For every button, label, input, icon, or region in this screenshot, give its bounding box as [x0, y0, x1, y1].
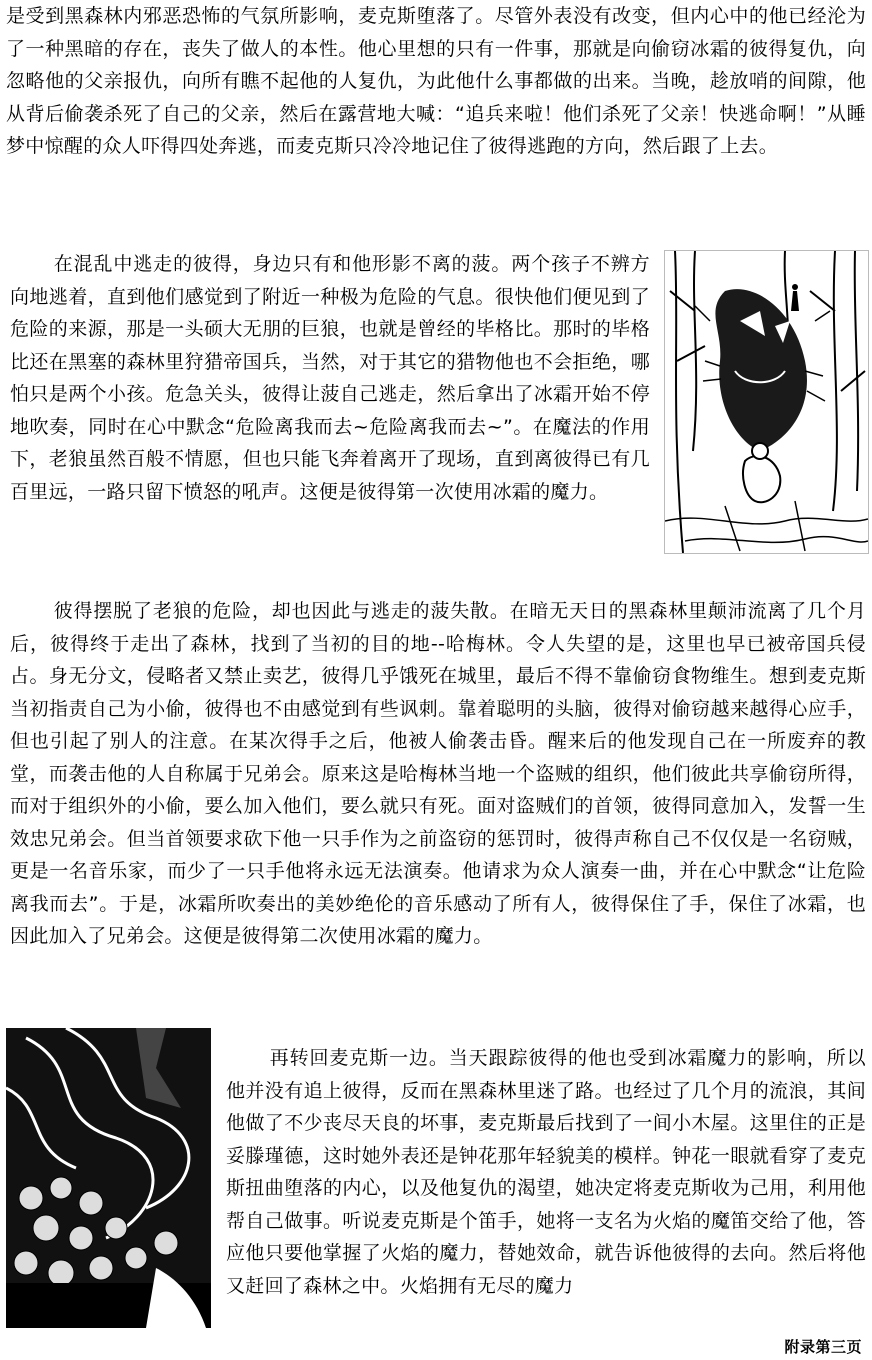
paragraph-3: 彼得摆脱了老狼的危险，却也因此与逃走的菠失散。在暗无天日的黑森林里颠沛流离了几个月后，彼得终于走出了森林，找到了当初的目的地--哈梅林。令人失望的是，这里也早已被帝国兵侵占。身无分文，侵略者又禁止卖艺，彼得几乎饿死在城里，最后不得不靠偷窃食物维生。想到麦克斯当初指责自己为小偷，彼得也不由感觉到有些讽刺。靠着聪明的头脑，彼得对偷窃越来越得心应手，但也引起了别人的注意。在某次得手之后，他被人偷袭击昏。醒来后的他发现自己在一所废弃的教堂，而袭击他的人自称属于兄弟会。原来这是哈梅林当地一个盗贼的组织，他们彼此共享偷窃所得，而对于组织外的小偷，要么加入他们，要么就只有死。面对盗贼们的首领，彼得同意加入，发誓一生效忠兄弟会。但当首领要求砍下他一只手作为之前盗窃的惩罚时，彼得声称自己不仅仅是一名窃贼，更是一名音乐家，而少了一只手他将永远无法演奏。他请求为众人演奏一曲，并在心中默念“让危险离我而去”。于是，冰霜所吹奏出的美妙绝伦的音乐感动了所有人，彼得保住了手，保住了冰霜，也因此加入了兄弟会。这便是彼得第二次使用冰霜的魔力。 [10, 600, 866, 947]
paragraph-1: 是受到黑森林内邪恶恐怖的气氛所影响，麦克斯堕落了。尽管外表没有改变，但内心中的他已经沦为了一种黑暗的存在，丧失了做人的本性。他心里想的只有一件事，那就是向偷窃冰霜的彼得复仇，向忽略他的父亲报仇，向所有瞧不起他的人复仇，为此他什么事都做的出来。当晚，趁放哨的间隙，他从背后偷袭杀死了自己的父亲，然后在露营地大喊：“追兵来啦！他们杀死了父亲！快逃命啊！”从睡梦中惊醒的众人吓得四处奔逃，而麦克斯只冷冷地记住了彼得逃跑的方向，然后跟了上去。 [6, 5, 866, 157]
paragraph-4: 再转回麦克斯一边。当天跟踪彼得的他也受到冰霜魔力的影响，所以他并没有追上彼得，反而在黑森林里迷了路。也经过了几个月的流浪，其间他做了不少丧尽天良的坏事，麦克斯最后找到了一间小木屋。这里住的正是妥滕瑾德，这时她外表还是钟花那年轻貌美的模样。钟花一眼就看穿了麦克斯扭曲堕落的内心，以及他复仇的渴望，她决定将麦克斯收为己用，利用他帮自己做事。听说麦克斯是个笛手，她将一支名为火焰的魔笛交给了他，答应他只要他掌握了火焰的魔力，替她效命，就告诉他彼得的去向。然后将他又赶回了森林之中。火焰拥有无尽的魔力 [226, 1047, 866, 1297]
page-footer: 附录第三页 [784, 1338, 862, 1356]
crowd-flame-illustration [6, 1028, 211, 1328]
wolf-forest-illustration [664, 250, 869, 554]
paragraph-2: 在混乱中逃走的彼得，身边只有和他形影不离的菠。两个孩子不辨方向地逃着，直到他们感觉到了附近一种极为危险的气息。很快他们便见到了危险的来源，那是一头硕大无朋的巨狼，也就是曾经的毕格比。那时的毕格比还在黑塞的森林里狩猎帝国兵，当然，对于其它的猎物他也不会拒绝，哪怕只是两个小孩。危急关头，彼得让菠自己逃走，然后拿出了冰霜开始不停地吹奏，同时在心中默念“危险离我而去~危险离我而去~”。在魔法的作用下，老狼虽然百般不情愿，但也只能飞奔着离开了现场，直到离彼得已有几百里远，一路只留下愤怒的吼声。这便是彼得第一次使用冰霜的魔力。 [10, 253, 650, 503]
